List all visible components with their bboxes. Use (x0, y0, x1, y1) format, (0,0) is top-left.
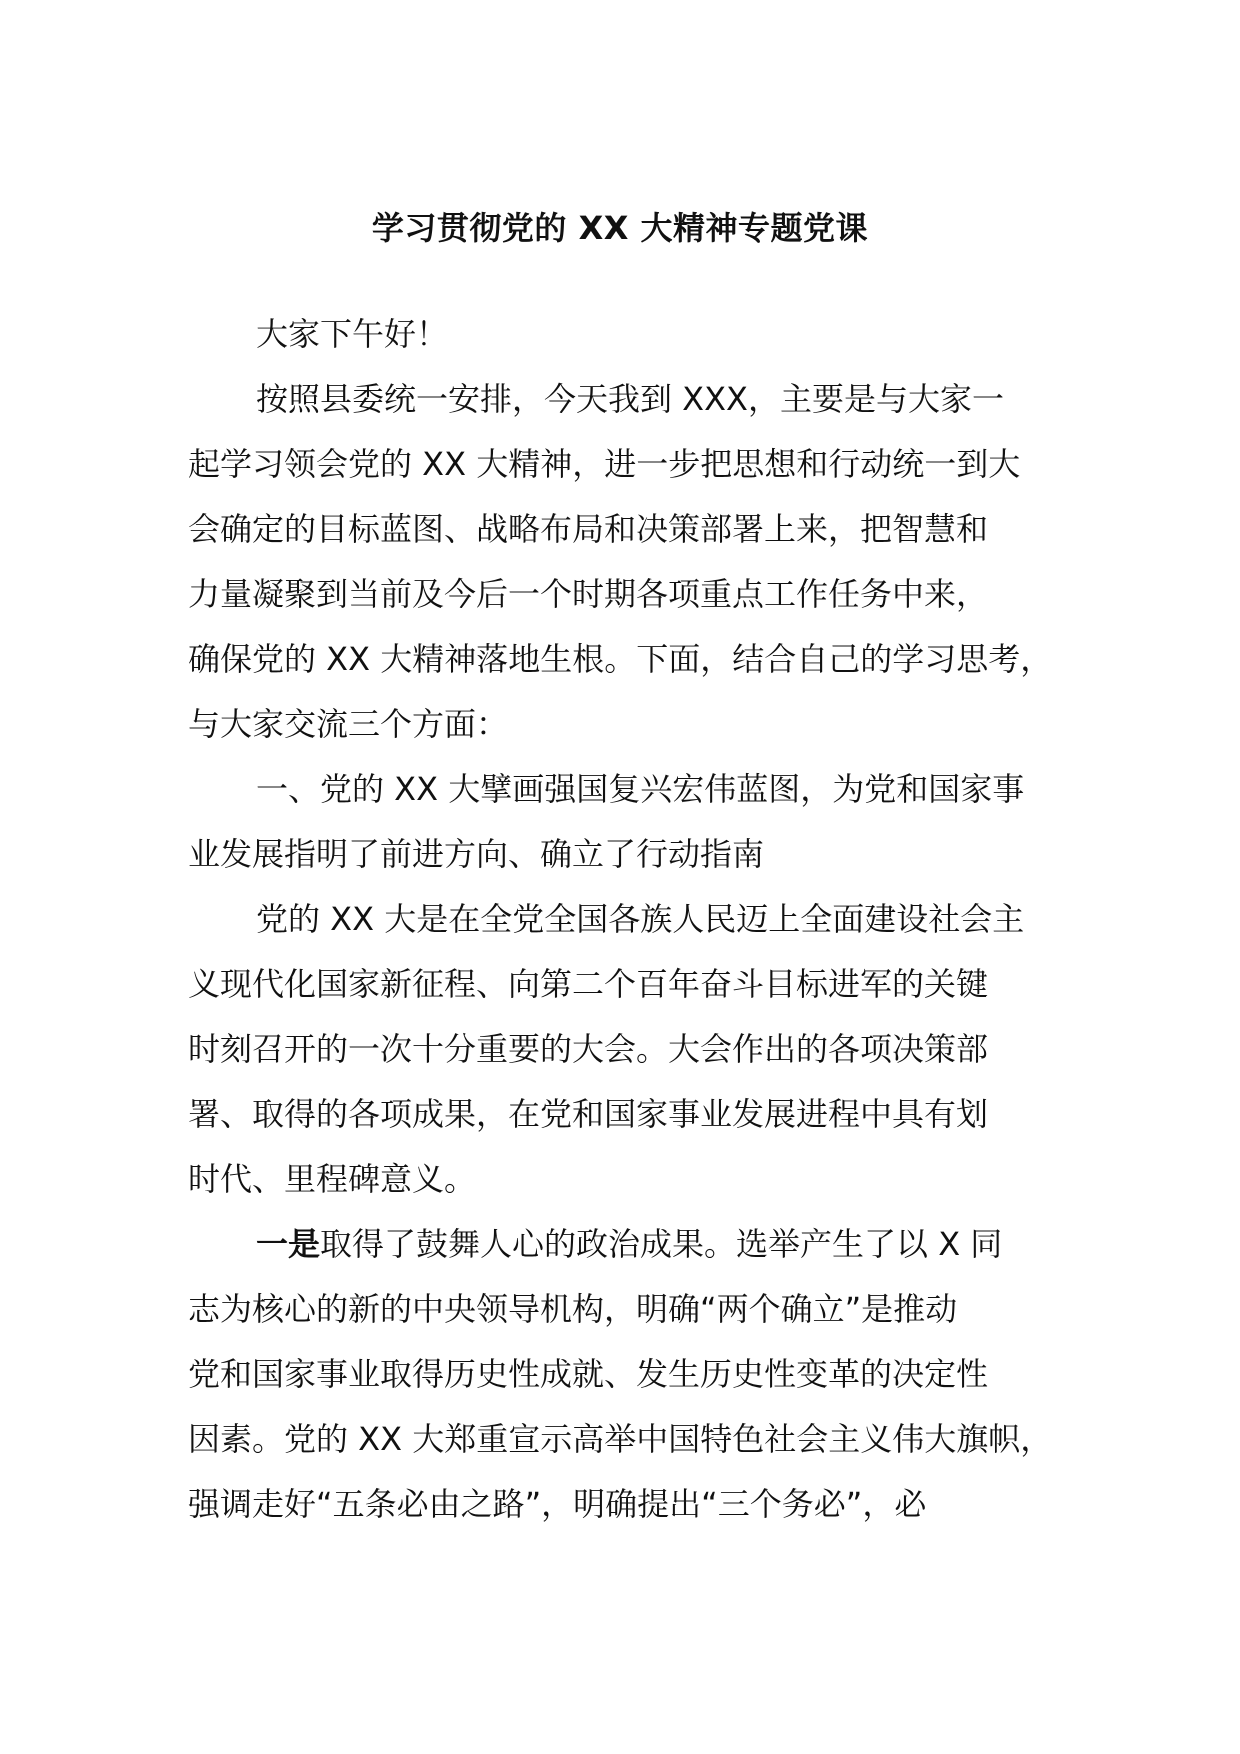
paragraph-line: 按照县委统一安排，今天我到 XXX，主要是与大家一 (256, 380, 1004, 418)
paragraph-line: 起学习领会党的 XX 大精神，进一步把思想和行动统一到大 (188, 445, 1021, 483)
paragraph-line: 会确定的目标蓝图、战略布局和决策部署上来，把智慧和 (188, 510, 989, 548)
paragraph-line: 强调走好“五条必由之路”，明确提出“三个务必”，必 (188, 1485, 927, 1523)
document-body (188, 302, 1088, 1537)
paragraph-line: 确保党的 XX 大精神落地生根。下面，结合自己的学习思考， (188, 640, 1053, 678)
paragraph-line: 与大家交流三个方面： (188, 705, 509, 743)
paragraph-line: 党和国家事业取得历史性成就、发生历史性变革的决定性 (188, 1355, 989, 1393)
point-one-text: 取得了鼓舞人心的政治成果。选举产生了以 X 同 (320, 1225, 1003, 1263)
paragraph-line: 义现代化国家新征程、向第二个百年奋斗目标进军的关键 (188, 965, 989, 1003)
paragraph-line: 署、取得的各项成果，在党和国家事业发展进程中具有划 (188, 1095, 989, 1133)
paragraph-line: 时代、里程碑意义。 (188, 1160, 477, 1198)
point-one-first-line (188, 1212, 1088, 1277)
paragraph-line: 时刻召开的一次十分重要的大会。大会作出的各项决策部 (188, 1030, 989, 1068)
paragraph-line: 志为核心的新的中央领导机构，明确“两个确立”是推动 (188, 1290, 958, 1328)
section-heading-line: 业发展指明了前进方向、确立了行动指南 (188, 835, 765, 873)
greeting-line: 大家下午好！ (256, 315, 449, 353)
paragraph-line: 党的 XX 大是在全党全国各族人民迈上全面建设社会主 (256, 900, 1025, 938)
point-one-lead: 一是 (256, 1225, 321, 1263)
document-title: 学习贯彻党的 XX 大精神专题党课 (371, 209, 869, 247)
paragraph-line: 力量凝聚到当前及今后一个时期各项重点工作任务中来， (188, 575, 989, 613)
section-heading-line: 一、党的 XX 大擘画强国复兴宏伟蓝图，为党和国家事 (256, 770, 1025, 808)
paragraph-line: 因素。党的 XX 大郑重宣示高举中国特色社会主义伟大旗帜， (188, 1420, 1053, 1458)
